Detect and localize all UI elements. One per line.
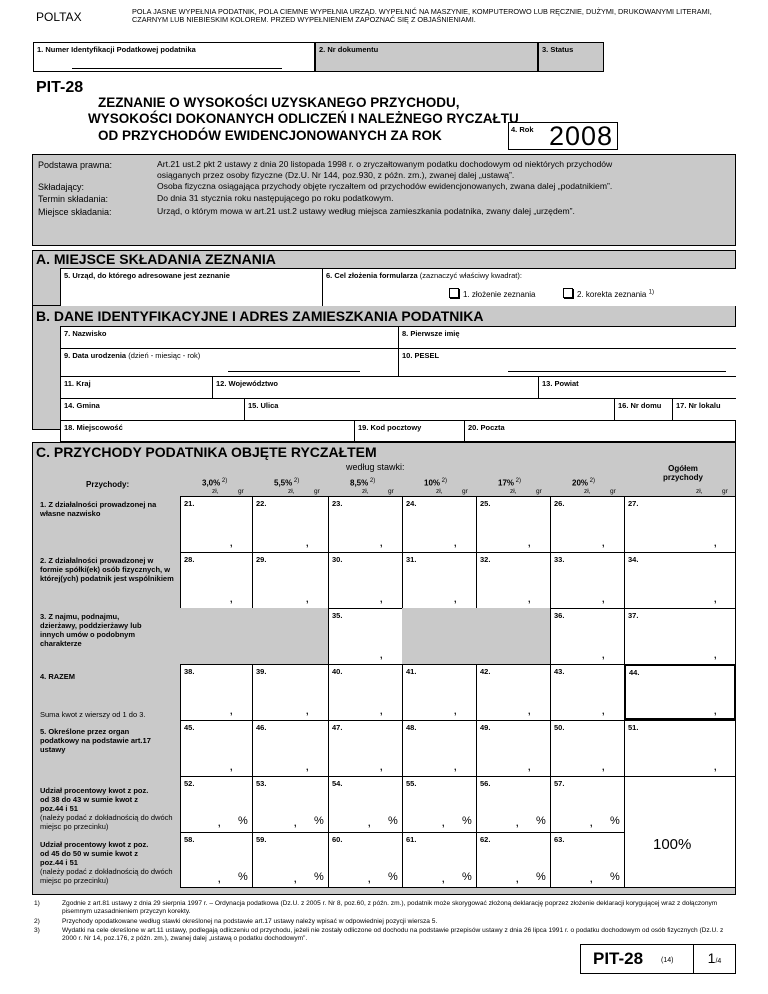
- rate-header: [274, 478, 299, 488]
- row4-label: 4. RAZEM: [40, 672, 76, 681]
- rate-footnote-mark: 2): [440, 478, 448, 484]
- decimal-comma: ,: [306, 594, 309, 604]
- decimal-comma: ,: [602, 762, 605, 772]
- decimal-comma: ,: [602, 538, 605, 548]
- field-number: 21.: [184, 499, 195, 508]
- rate-header: [350, 478, 375, 488]
- field-number: 35.: [332, 611, 343, 620]
- first-name-label: 8. Pierwsze imię: [402, 329, 460, 338]
- percent-sign: %: [610, 871, 620, 883]
- row2-label: 2. Z działalności prowadzonej w formie spółki(ek) osób fizycznych, w której(ych) podatnik jest wspólnikiem: [40, 556, 174, 583]
- amount-cell[interactable]: [624, 664, 736, 720]
- pesel-label: 10. PESEL: [402, 351, 440, 360]
- field-number: 58.: [184, 835, 195, 844]
- field-number: 57.: [554, 779, 565, 788]
- percent-sign: %: [462, 871, 472, 883]
- decimal-comma: ,: [230, 594, 233, 604]
- rate-value: 8,5%: [350, 478, 369, 488]
- row1-label: 1. Z działalności prowadzonej na własne nazwisko: [40, 500, 157, 518]
- section-b-title: B. DANE IDENTYFIKACYJNE I ADRES ZAMIESZKANIA PODATNIKA: [36, 308, 484, 324]
- amount-cell[interactable]: [476, 664, 550, 720]
- percent-sign: %: [238, 815, 248, 827]
- option-filing-label: 1. złożenie zeznania: [463, 290, 536, 299]
- amount-cell[interactable]: [402, 552, 476, 608]
- footer-page-box: [694, 944, 736, 974]
- row7-label: Udział procentowy kwot z poz. od 45 do 50 w sumie kwot z poz.44 i 51: [40, 840, 149, 867]
- decimal-comma: ,: [528, 706, 531, 716]
- field-number: 25.: [480, 499, 491, 508]
- legal-basis-label: Podstawa prawna:: [38, 160, 113, 170]
- amount-cell[interactable]: [402, 664, 476, 720]
- percent-sign: %: [462, 815, 472, 827]
- unit-gr: gr: [536, 488, 542, 495]
- post-office-label: 20. Poczta: [468, 423, 505, 432]
- decimal-comma: ,: [380, 706, 383, 716]
- footnote-3: Wydatki na cele określone w art.11 ustawy, podlegają odliczeniu od przychodu, jeżeli nie zostały odliczone od dochodu na podstawie przepisów ustawy z dnia 26 lipca 1991 r. o podatku dochodowym od osób fizycznych (Dz.U. z 2000 r. Nr 14, poz.176, z późn. zm.), zwanej dalej „ustawą o podatku dochodowym”.: [62, 927, 724, 943]
- total-header-2: przychody: [662, 473, 703, 482]
- decimal-comma: ,: [380, 762, 383, 772]
- decimal-comma: ,: [368, 874, 371, 884]
- street-label: 15. Ulica: [248, 401, 279, 410]
- field-number: 22.: [256, 499, 267, 508]
- deadline-label: Termin składania:: [38, 194, 109, 204]
- amount-cell[interactable]: [624, 720, 736, 776]
- nip-label: 1. Numer Identyfikacji Podatkowej podatnika: [37, 45, 196, 54]
- decimal-comma: ,: [306, 762, 309, 772]
- nip-digits: [72, 62, 282, 69]
- decimal-comma: ,: [230, 706, 233, 716]
- decimal-comma: ,: [230, 538, 233, 548]
- amount-cell[interactable]: [252, 664, 328, 720]
- field-number: 32.: [480, 555, 491, 564]
- field-number: 26.: [554, 499, 565, 508]
- field-number: 31.: [406, 555, 417, 564]
- rate-value: 20%: [572, 478, 589, 488]
- town-field[interactable]: [60, 420, 354, 442]
- decimal-comma: ,: [516, 874, 519, 884]
- legal-basis-1: Art.21 ust.2 pkt 2 ustawy z dnia 20 listopada 1998 r. o zryczałtowanym podatku dochodowym od niektórych przychodów: [157, 159, 613, 169]
- footnote-2: Przychody opodatkowane według stawki określonej na podstawie art.17 ustawy należy wpisać w odpowiedniej pozycji wiersza 5.: [62, 918, 438, 925]
- unit-zl: zł,: [584, 488, 591, 495]
- rate-footnote-mark: 2): [368, 478, 376, 484]
- birth-date-digits: [228, 365, 360, 372]
- percent-sign: %: [388, 815, 398, 827]
- field-number: 39.: [256, 667, 267, 676]
- unit-zl: zł,: [510, 488, 517, 495]
- amount-cell[interactable]: [328, 496, 402, 552]
- year-box: [508, 122, 618, 150]
- field-number: 48.: [406, 723, 417, 732]
- unit-zl: zł,: [212, 488, 219, 495]
- rate-footnote-mark: 2): [292, 478, 300, 484]
- unit-gr: gr: [238, 488, 244, 495]
- form-code: PIT-28: [36, 79, 84, 96]
- commune-field[interactable]: [60, 398, 244, 420]
- amount-cell[interactable]: [252, 720, 328, 776]
- field-number: 40.: [332, 667, 343, 676]
- decimal-comma: ,: [380, 650, 383, 660]
- form-purpose-label: 6. Cel złożenia formularza: [326, 271, 418, 280]
- field-number: 36.: [554, 611, 565, 620]
- amount-cell[interactable]: [328, 608, 402, 664]
- amount-cell[interactable]: [402, 720, 476, 776]
- unit-gr: gr: [314, 488, 320, 495]
- county-label: 13. Powiat: [542, 379, 579, 388]
- footer-page-of: /4: [715, 958, 722, 965]
- legal-block: [32, 154, 736, 246]
- amount-cell[interactable]: [328, 720, 402, 776]
- decimal-comma: ,: [380, 594, 383, 604]
- amount-cell[interactable]: [624, 552, 736, 608]
- rate-header: [202, 478, 227, 488]
- decimal-comma: ,: [714, 538, 717, 548]
- unit-gr: gr: [462, 488, 468, 495]
- form-purpose-field: [322, 268, 736, 306]
- status-label: 3. Status: [542, 45, 574, 54]
- field-number: 54.: [332, 779, 343, 788]
- apartment-number-field[interactable]: [672, 398, 736, 420]
- pesel-digits: [508, 365, 726, 372]
- total-header: [652, 464, 714, 482]
- decimal-comma: ,: [454, 762, 457, 772]
- field-number: 27.: [628, 499, 639, 508]
- rate-footnote-mark: 2): [220, 478, 228, 484]
- footnote-1-mark: 1): [34, 900, 40, 907]
- place-text: Urząd, o którym mowa w art.21 ust.2 ustawy według miejsca zamieszkania podatnika, zwany dalej „urzędem”.: [157, 206, 575, 216]
- decimal-comma: ,: [590, 874, 593, 884]
- option-correction-sup: 1): [648, 289, 654, 296]
- total-header-1: Ogółem: [668, 464, 698, 473]
- decimal-comma: ,: [454, 594, 457, 604]
- decimal-comma: ,: [368, 818, 371, 828]
- surname-field[interactable]: [60, 326, 398, 348]
- decimal-comma: ,: [454, 706, 457, 716]
- unit-zl: zł,: [436, 488, 443, 495]
- unit-gr: gr: [722, 488, 728, 495]
- percent-sign: %: [314, 815, 324, 827]
- field-number: 50.: [554, 723, 565, 732]
- total-percent-cell: [624, 776, 736, 888]
- decimal-comma: ,: [528, 594, 531, 604]
- rate-footnote-mark: 2): [514, 478, 522, 484]
- decimal-comma: ,: [590, 818, 593, 828]
- rate-value: 5,5%: [274, 478, 293, 488]
- amount-cell[interactable]: [624, 496, 736, 552]
- legal-basis-2: osiąganych przez osoby fizyczne (Dz.U. Nr 144, poz.930, z późn. zm.), zwanej dalej „ustawą”.: [157, 170, 515, 180]
- by-rate-label: według stawki:: [346, 462, 405, 472]
- house-number-label: 16. Nr domu: [618, 401, 662, 410]
- country-label: 11. Kraj: [64, 379, 91, 388]
- amount-cell[interactable]: [550, 664, 624, 720]
- decimal-comma: ,: [294, 818, 297, 828]
- row3-label: 3. Z najmu, podnajmu, dzierżawy, poddzierżawy lub innych umów o podobnym charakterze: [40, 612, 142, 648]
- form-title-2: WYSOKOŚCI DOKONANYCH ODLICZEŃ I NALEŻNEGO RYCZAŁTU: [88, 111, 519, 126]
- percent-sign: %: [314, 871, 324, 883]
- surname-label: 7. Nazwisko: [64, 329, 107, 338]
- year-label: 4. Rok: [511, 125, 534, 134]
- country-field[interactable]: [60, 376, 212, 398]
- postal-code-field[interactable]: [354, 420, 464, 442]
- decimal-comma: ,: [528, 538, 531, 548]
- decimal-comma: ,: [602, 706, 605, 716]
- percent-sign: %: [536, 815, 546, 827]
- option-correction[interactable]: [563, 288, 654, 299]
- birth-date-label: 9. Data urodzenia: [64, 351, 127, 360]
- amount-cell[interactable]: [328, 552, 402, 608]
- amount-cell[interactable]: [550, 608, 624, 664]
- unit-zl: zł,: [288, 488, 295, 495]
- postal-code-label: 19. Kod pocztowy: [358, 423, 422, 432]
- percent-sign: %: [388, 871, 398, 883]
- deadline-text: Do dnia 31 stycznia roku następującego po roku podatkowym.: [157, 193, 394, 203]
- filer-label: Składający:: [38, 182, 85, 192]
- status-box: [538, 42, 604, 72]
- footnote-3-mark: 3): [34, 927, 40, 934]
- amount-cell[interactable]: [180, 496, 252, 552]
- footnote-1: Zgodnie z art.81 ustawy z dnia 29 sierpnia 1997 r. – Ordynacja podatkowa (Dz.U. z 2005 r. Nr 8, poz.60, z późn. zm.), podatnik może skorygować złożoną deklarację poprzez złożenie deklaracji korygującej wraz z dołączonym pisemnym uzasadnieniem przyczyn korekty.: [62, 900, 718, 916]
- county-field[interactable]: [538, 376, 736, 398]
- footnote-2-mark: 2): [34, 918, 40, 925]
- field-number: 62.: [480, 835, 491, 844]
- filer-text: Osoba fizyczna osiągająca przychody objęte ryczałtem od przychodów ewidencjonowanych, zwana dalej „podatnikiem”.: [157, 181, 613, 191]
- first-name-field[interactable]: [398, 326, 736, 348]
- apartment-number-label: 17. Nr lokalu: [676, 401, 721, 410]
- decimal-comma: ,: [516, 818, 519, 828]
- amount-cell[interactable]: [550, 552, 624, 608]
- option-filing[interactable]: [449, 288, 536, 299]
- footer-page: 1: [707, 950, 716, 966]
- field-number: 38.: [184, 667, 195, 676]
- field-number: 34.: [628, 555, 639, 564]
- rate-value: 17%: [498, 478, 515, 488]
- decimal-comma: ,: [442, 818, 445, 828]
- form-purpose-hint: (zaznaczyć właściwy kwadrat):: [419, 271, 522, 280]
- year-value: 2008: [549, 121, 614, 151]
- decimal-comma: ,: [218, 818, 221, 828]
- decimal-comma: ,: [602, 650, 605, 660]
- field-number: 46.: [256, 723, 267, 732]
- field-number: 55.: [406, 779, 417, 788]
- rate-header: [498, 478, 521, 488]
- decimal-comma: ,: [294, 874, 297, 884]
- row6-note: (należy podać z dokładnością do dwóch miejsc po przecinku): [40, 813, 173, 831]
- field-number: 45.: [184, 723, 195, 732]
- field-number: 33.: [554, 555, 565, 564]
- form-title-3: OD PRZYCHODÓW EWIDENCJONOWANYCH ZA ROK: [98, 128, 442, 143]
- decimal-comma: ,: [528, 762, 531, 772]
- field-number: 47.: [332, 723, 343, 732]
- footer-form-code: PIT-28: [593, 949, 644, 968]
- checkbox-filing[interactable]: [449, 288, 459, 298]
- house-number-field[interactable]: [614, 398, 672, 420]
- street-field[interactable]: [244, 398, 614, 420]
- unit-zl: zł,: [362, 488, 369, 495]
- income-header: Przychody:: [86, 480, 130, 489]
- field-number: 24.: [406, 499, 417, 508]
- row6-label: Udział procentowy kwot z poz. od 38 do 43 w sumie kwot z poz.44 i 51: [40, 786, 149, 813]
- decimal-comma: ,: [380, 538, 383, 548]
- rate-value: 10%: [424, 478, 441, 488]
- field-number: 51.: [628, 723, 639, 732]
- decimal-comma: ,: [230, 762, 233, 772]
- percent-sign: %: [610, 815, 620, 827]
- amount-cell[interactable]: [402, 496, 476, 552]
- percent-sign: %: [238, 871, 248, 883]
- field-number: 41.: [406, 667, 417, 676]
- tax-office-label: 5. Urząd, do którego adresowane jest zeznanie: [64, 271, 230, 280]
- field-number: 30.: [332, 555, 343, 564]
- decimal-comma: ,: [218, 874, 221, 884]
- decimal-comma: ,: [306, 538, 309, 548]
- field-number: 59.: [256, 835, 267, 844]
- decimal-comma: ,: [306, 706, 309, 716]
- field-number: 42.: [480, 667, 491, 676]
- field-number: 52.: [184, 779, 195, 788]
- unit-gr: gr: [388, 488, 394, 495]
- section-c-title: C. PRZYCHODY PODATNIKA OBJĘTE RYCZAŁTEM: [36, 444, 377, 460]
- decimal-comma: ,: [714, 594, 717, 604]
- unit-zl: zł,: [696, 488, 703, 495]
- field-number: 37.: [628, 611, 639, 620]
- amount-cell[interactable]: [180, 552, 252, 608]
- field-number: 23.: [332, 499, 343, 508]
- decimal-comma: ,: [602, 594, 605, 604]
- decimal-comma: ,: [442, 874, 445, 884]
- decimal-comma: ,: [714, 650, 717, 660]
- field-number: 44.: [629, 668, 640, 677]
- amount-cell[interactable]: [624, 608, 736, 664]
- hundred-percent: 100%: [653, 836, 692, 853]
- amount-cell[interactable]: [252, 496, 328, 552]
- field-number: 29.: [256, 555, 267, 564]
- field-number: 63.: [554, 835, 565, 844]
- place-label: Miejsce składania:: [38, 207, 112, 217]
- amount-cell[interactable]: [476, 552, 550, 608]
- form-title-1: ZEZNANIE O WYSOKOŚCI UZYSKANEGO PRZYCHODU,: [98, 95, 460, 110]
- amount-cell[interactable]: [180, 720, 252, 776]
- tax-office-field[interactable]: [60, 268, 322, 306]
- field-number: 28.: [184, 555, 195, 564]
- rate-footnote-mark: 2): [588, 478, 596, 484]
- document-number-box: [315, 42, 538, 72]
- rate-value: 3,0%: [202, 478, 221, 488]
- amount-cell[interactable]: [252, 552, 328, 608]
- birth-date-hint: (dzień - miesiąc - rok): [128, 351, 201, 360]
- amount-cell[interactable]: [550, 720, 624, 776]
- publisher: POLTAX: [36, 10, 82, 24]
- unit-gr: gr: [610, 488, 616, 495]
- row5-label: 5. Określone przez organ podatkowy na podstawie art.17 ustawy: [40, 727, 151, 754]
- fill-instructions: POLA JASNE WYPEŁNIA PODATNIK, POLA CIEMNE WYPEŁNIA URZĄD. WYPEŁNIĆ NA MASZYNIE, KOMPUTEROWO LUB RĘCZNIE, DUŻYMI, DRUKOWANYMI LITERAMI, CZARNYM LUB NIEBIESKIM KOLOREM. PRZED WYPEŁNIENIEM ZAPOZNAĆ SIĘ Z OBJAŚNIENIAMI.: [132, 7, 712, 25]
- field-number: 60.: [332, 835, 343, 844]
- decimal-comma: ,: [714, 706, 717, 716]
- field-number: 49.: [480, 723, 491, 732]
- voivodeship-field[interactable]: [212, 376, 538, 398]
- row7-note: (należy podać z dokładnością do dwóch miejsc po przecinku): [40, 867, 173, 885]
- amount-cell[interactable]: [476, 720, 550, 776]
- amount-cell[interactable]: [328, 664, 402, 720]
- footer-form-box: [580, 944, 694, 974]
- field-number: 53.: [256, 779, 267, 788]
- town-label: 18. Miejscowość: [64, 423, 123, 432]
- percent-sign: %: [536, 871, 546, 883]
- decimal-comma: ,: [714, 762, 717, 772]
- amount-cell[interactable]: [476, 496, 550, 552]
- voivodeship-label: 12. Województwo: [216, 379, 278, 388]
- rate-header: [572, 478, 595, 488]
- amount-cell[interactable]: [550, 496, 624, 552]
- post-office-field[interactable]: [464, 420, 736, 442]
- checkbox-correction[interactable]: [563, 288, 573, 298]
- commune-label: 14. Gmina: [64, 401, 100, 410]
- field-number: 43.: [554, 667, 565, 676]
- row4-note: Suma kwot z wierszy od 1 do 3.: [40, 710, 146, 719]
- footer-form-version: (14): [661, 957, 674, 964]
- option-correction-label: 2. korekta zeznania: [577, 290, 647, 299]
- amount-cell[interactable]: [180, 664, 252, 720]
- rate-header: [424, 478, 447, 488]
- document-number-label: 2. Nr dokumentu: [319, 45, 379, 54]
- field-number: 56.: [480, 779, 491, 788]
- decimal-comma: ,: [454, 538, 457, 548]
- field-number: 61.: [406, 835, 417, 844]
- section-a-title: A. MIEJSCE SKŁADANIA ZEZNANIA: [36, 251, 276, 267]
